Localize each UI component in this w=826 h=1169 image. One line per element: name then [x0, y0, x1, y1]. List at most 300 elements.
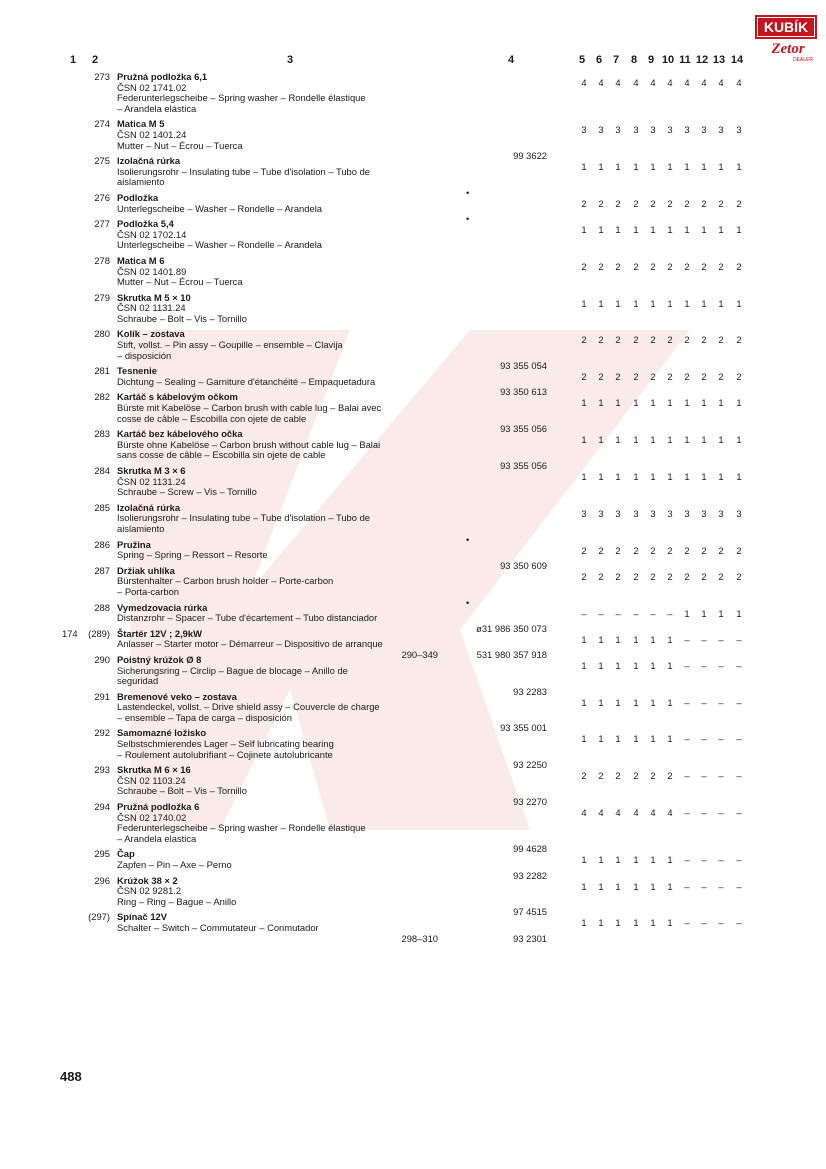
quantity-cell: 1 [736, 471, 742, 482]
quantity-cell: 1 [598, 224, 604, 236]
part-number: 93 355 056 [500, 460, 547, 471]
item-description [117, 156, 447, 188]
quantity-cell: 1 [650, 161, 656, 173]
item-description [117, 72, 447, 114]
item-title: Kartáč s kábelovým očkom [117, 391, 238, 403]
quantity-cell: – [684, 854, 690, 866]
quantity-cell: – [718, 733, 724, 745]
quantity-cell: 1 [633, 161, 639, 173]
item-description [117, 849, 447, 870]
item-description-line: ČSN 02 1741.02 [117, 81, 187, 93]
quantity-cell: 1 [615, 733, 621, 745]
quantity-cell: 1 [667, 397, 673, 409]
quantity-cell: 2 [598, 544, 604, 556]
item-number: (289) [88, 627, 110, 639]
quantity-cell: 2 [684, 260, 690, 272]
quantity-cell: 1 [650, 917, 656, 929]
quantity-cell: – [736, 770, 742, 782]
quantity-cell: 1 [650, 854, 656, 866]
item-description [117, 429, 447, 461]
quantity-cell: 2 [615, 544, 621, 556]
quantity-cell: 2 [633, 260, 639, 272]
quantity-cell: 1 [633, 917, 639, 929]
quantity-cell: 1 [667, 696, 673, 708]
item-description-line: aislamiento [117, 176, 165, 188]
quantity-cell: 4 [650, 807, 656, 819]
quantity-cell: 4 [581, 807, 587, 819]
quantity-cell: – [684, 633, 690, 645]
quantity-cell: 1 [667, 224, 673, 236]
item-description [117, 503, 447, 535]
quantity-cell: 2 [667, 570, 673, 582]
model-header: 11 [679, 54, 691, 66]
quantity-cell: 2 [615, 770, 621, 782]
quantity-cell: 3 [598, 507, 604, 519]
item-description [117, 193, 447, 214]
item-description-line: – ensemble – Tapa de carga – disposición [117, 711, 292, 723]
quantity-cell: 1 [736, 434, 742, 446]
quantity-cell: 2 [736, 334, 742, 346]
quantity-cell: 4 [684, 77, 690, 88]
item-number: 288 [94, 601, 110, 613]
item-description-line: Spring – Spring – Ressort – Resorte [117, 549, 268, 561]
item-description [117, 912, 447, 933]
model-header: 8 [630, 54, 638, 66]
quantity-cell: – [718, 854, 724, 866]
quantity-cell: 4 [736, 77, 742, 88]
item-description-line: Zapfen – Pin – Axe – Perno [117, 859, 232, 870]
item-title: Pružná podložka 6 [117, 801, 200, 813]
quantity-cell: 1 [667, 659, 673, 671]
quantity-cell: 1 [615, 633, 621, 645]
quantity-cell: – [684, 659, 690, 671]
item-title: Bremenové veko – zostava [117, 690, 237, 702]
quantity-cell: 2 [667, 770, 673, 782]
quantity-cell: 1 [581, 297, 587, 309]
quantity-cell: – [701, 733, 707, 745]
quantity-cell: 1 [667, 633, 673, 645]
item-title: Čap [117, 848, 135, 860]
quantity-cell: 2 [736, 197, 742, 209]
quantity-cell: 1 [615, 161, 621, 173]
quantity-cell: 2 [615, 334, 621, 346]
quantity-cell: 4 [615, 77, 621, 88]
quantity-cell: 2 [718, 197, 724, 209]
quantity-cell: 1 [667, 880, 673, 892]
part-number: 97 4515 [513, 906, 547, 918]
quantity-cell: – [701, 854, 707, 866]
item-description-line: Ring – Ring – Bague – Anillo [117, 895, 237, 907]
quantity-cell: 1 [581, 633, 587, 645]
quantity-cell: 1 [667, 733, 673, 745]
model-header: 14 [730, 54, 744, 66]
note-marker: • [466, 533, 470, 545]
item-title: Matica M 6 [117, 254, 165, 266]
quantity-cell: 1 [633, 633, 639, 645]
quantity-cell: – [736, 696, 742, 708]
item-number: 278 [94, 254, 110, 266]
header-col-3: 3 [287, 54, 294, 66]
quantity-cell: 4 [667, 77, 673, 88]
item-description-line: – Arandela elastica [117, 832, 197, 844]
item-description-line: Federunterlegscheibe – Spring washer – Rondelle élastique [117, 92, 366, 104]
quantity-cell: 3 [684, 507, 690, 519]
quantity-cell: 1 [650, 397, 656, 409]
item-number: 277 [94, 218, 110, 230]
model-header: 7 [612, 54, 620, 66]
quantity-cell: 2 [736, 544, 742, 556]
model-header: 9 [647, 54, 655, 66]
quantity-cell: 3 [736, 124, 742, 136]
quantity-cell: 1 [701, 297, 707, 309]
quantity-cell: 1 [615, 224, 621, 236]
item-description [117, 802, 447, 844]
item-title: Spínač 12V [117, 911, 168, 923]
item-number: 279 [94, 291, 110, 303]
item-description [117, 540, 447, 561]
item-description-line: – Roulement autolubrifiant – Cojinete autolubricante [117, 748, 333, 760]
quantity-cell: 4 [667, 807, 673, 819]
quantity-cell: 2 [667, 371, 673, 383]
item-description [117, 392, 447, 424]
svg-text:Zetor: Zetor [771, 41, 805, 57]
quantity-cell: 1 [581, 917, 587, 929]
quantity-cell: 2 [667, 544, 673, 556]
quantity-cell: – [667, 607, 673, 619]
quantity-cell: 1 [718, 224, 724, 236]
part-number: 99 3622 [513, 150, 547, 162]
quantity-cell: 3 [598, 124, 604, 136]
item-description-line: Anlasser – Starter motor – Démarreur – Dispositivo de arranque [117, 638, 383, 650]
quantity-cell: 2 [718, 544, 724, 556]
item-description-line: Mutter – Nut – Écrou – Tuerca [117, 276, 243, 288]
quantity-cell: 2 [718, 334, 724, 346]
quantity-cell: – [701, 770, 707, 782]
quantity-cell: 1 [633, 224, 639, 236]
quantity-cell: 4 [701, 77, 707, 88]
item-description [117, 692, 447, 724]
quantity-cell: 2 [667, 334, 673, 346]
item-description-line: sans cosse de câble – Escobilla sin ojete de cable [117, 449, 326, 461]
serial-range: 298–310 [401, 932, 438, 944]
item-description-line: ČSN 02 9281.2 [117, 885, 182, 897]
item-description-line: Schraube – Bolt – Vis – Tornillo [117, 785, 247, 797]
item-number: 283 [94, 428, 110, 440]
item-title: Poistný krúžok Ø 8 [117, 653, 202, 665]
quantity-cell: – [736, 633, 742, 645]
quantity-cell: 2 [684, 334, 690, 346]
quantity-cell: 2 [701, 197, 707, 209]
quantity-cell: 2 [581, 371, 587, 383]
quantity-cell: 1 [667, 854, 673, 866]
figure-number: 174 [62, 627, 78, 639]
serial-range: 290–349 [401, 648, 438, 660]
kubik-zetor-logo [755, 15, 817, 65]
item-title: Podložka [117, 191, 159, 203]
quantity-cell: 1 [684, 161, 690, 173]
part-number: 93 2301 [513, 932, 547, 944]
quantity-cell: – [615, 607, 621, 619]
item-number: 296 [94, 874, 110, 886]
quantity-cell: – [736, 659, 742, 671]
table-row [0, 466, 826, 503]
item-description-line: Bürstenhalter – Carbon brush holder – Porte-carbon [117, 575, 334, 587]
quantity-cell: – [718, 807, 724, 819]
quantity-cell: 1 [633, 434, 639, 446]
quantity-cell: 1 [615, 854, 621, 866]
quantity-cell: 1 [581, 696, 587, 708]
part-number: 99 4628 [513, 843, 547, 855]
model-header: 12 [695, 54, 709, 66]
quantity-cell: – [736, 807, 742, 819]
quantity-cell: 1 [598, 696, 604, 708]
quantity-cell: 1 [667, 434, 673, 446]
part-number: 93 2283 [513, 685, 547, 697]
item-title: Štartér 12V ; 2,9kW [117, 627, 202, 639]
item-description-line: Mutter – Nut – Écrou – Tuerca [117, 139, 243, 151]
item-number: 285 [94, 501, 110, 513]
quantity-cell: 2 [598, 770, 604, 782]
quantity-cell: 2 [598, 197, 604, 209]
item-description-line: ČSN 02 1401.24 [117, 128, 187, 140]
item-description-line: – disposición [117, 349, 172, 361]
quantity-cell: 1 [718, 297, 724, 309]
quantity-cell: 2 [701, 334, 707, 346]
item-description-line: ČSN 02 1131.24 [117, 475, 186, 487]
quantity-cell: 4 [718, 77, 724, 88]
quantity-cell: 1 [736, 224, 742, 236]
quantity-cell: 3 [736, 507, 742, 519]
quantity-cell: 1 [650, 224, 656, 236]
quantity-cell: 2 [650, 334, 656, 346]
quantity-cell: 1 [701, 607, 707, 619]
item-description-line: Unterlegscheibe – Washer – Rondelle – Arandela [117, 239, 322, 251]
item-title: Krúžok 38 × 2 [117, 874, 178, 886]
item-description-line: ČSN 02 1740.02 [117, 811, 187, 823]
quantity-cell: – [718, 659, 724, 671]
item-description-line: Bürste mit Kabelöse – Carbon brush with cable lug – Balai avec [117, 402, 382, 414]
item-description-line: ČSN 02 1131.24 [117, 302, 186, 314]
quantity-cell: 2 [615, 260, 621, 272]
part-number: 93 355 056 [500, 423, 547, 435]
item-title: Skrutka M 5 × 10 [117, 291, 191, 303]
quantity-cell: 1 [633, 854, 639, 866]
quantity-cell: 2 [581, 570, 587, 582]
quantity-cell: 1 [581, 224, 587, 236]
quantity-cell: 1 [598, 397, 604, 409]
item-number: 281 [94, 365, 110, 377]
quantity-cell: 1 [598, 659, 604, 671]
item-description-line: Bürste ohne Kabelöse – Carbon brush without cable lug – Balai [117, 438, 381, 450]
quantity-cell: 2 [650, 770, 656, 782]
quantity-cell: 1 [684, 607, 690, 619]
item-description-line: Isolierungsrohr – Insulating tube – Tube d'isolation – Tubo de [117, 512, 370, 524]
item-description-line: Selbstschmierendes Lager – Self lubricating bearing [117, 738, 334, 750]
item-description-line: – Porta-carbon [117, 585, 180, 597]
quantity-cell: 1 [581, 471, 587, 482]
quantity-cell: 1 [650, 880, 656, 892]
quantity-cell: 2 [701, 371, 707, 383]
quantity-cell: – [718, 633, 724, 645]
item-description-line: – Arandela elástica [117, 102, 197, 114]
quantity-cell: – [718, 917, 724, 929]
part-number: 93 350 609 [500, 559, 547, 571]
item-description-line: Schraube – Screw – Vis – Tornillo [117, 486, 257, 498]
quantity-cell: 1 [615, 434, 621, 446]
quantity-cell: – [701, 633, 707, 645]
quantity-cell: 2 [650, 197, 656, 209]
item-number: (297) [88, 911, 110, 923]
quantity-cell: 2 [667, 197, 673, 209]
item-description-line: Federunterlegscheibe – Spring washer – Rondelle élastique [117, 822, 366, 834]
item-description [117, 219, 447, 251]
quantity-cell: 2 [684, 371, 690, 383]
quantity-cell: 1 [684, 434, 690, 446]
quantity-cell: 2 [684, 570, 690, 582]
quantity-cell: 3 [684, 124, 690, 136]
quantity-cell: 2 [581, 197, 587, 209]
quantity-cell: 1 [718, 434, 724, 446]
quantity-cell: 2 [633, 371, 639, 383]
quantity-cell: 1 [633, 880, 639, 892]
item-description [117, 293, 447, 325]
part-number: ø31 986 350 073 [476, 622, 547, 634]
item-description-line: Stift, vollst. – Pin assy – Goupille – ensemble – Clavija [117, 339, 343, 351]
item-title: Skrutka M 3 × 6 [117, 465, 186, 476]
item-description-line: seguridad [117, 675, 159, 687]
quantity-cell: 1 [650, 733, 656, 745]
quantity-cell: 3 [615, 124, 621, 136]
part-number: 93 2270 [513, 796, 547, 808]
quantity-cell: 3 [667, 124, 673, 136]
table-row [0, 219, 826, 256]
quantity-cell: 2 [736, 570, 742, 582]
quantity-cell: 3 [701, 507, 707, 519]
quantity-cell: 1 [633, 659, 639, 671]
quantity-cell: 1 [667, 161, 673, 173]
quantity-cell: 1 [633, 696, 639, 708]
item-number: 275 [94, 155, 110, 167]
quantity-cell: – [736, 917, 742, 929]
part-number: 531 980 357 918 [476, 648, 547, 660]
quantity-cell: – [598, 607, 604, 619]
item-number: 295 [94, 848, 110, 860]
item-title: Kolík – zostava [117, 328, 185, 340]
part-number: 93 355 054 [500, 360, 547, 372]
item-description [117, 655, 447, 687]
quantity-cell: 2 [598, 371, 604, 383]
parts-table [0, 71, 826, 944]
item-description-line: Isolierungsrohr – Insulating tube – Tube d'isolation – Tubo de [117, 165, 370, 177]
quantity-cell: 2 [633, 334, 639, 346]
item-description [117, 603, 447, 624]
quantity-cell: 1 [615, 659, 621, 671]
item-title: Pružina [117, 538, 151, 550]
table-row [0, 293, 826, 330]
item-number: 282 [94, 391, 110, 403]
item-description [117, 566, 447, 598]
quantity-cell: 3 [633, 124, 639, 136]
item-number: 287 [94, 564, 110, 576]
item-number: 293 [94, 764, 110, 776]
item-description-line: Dichtung – Sealing – Garniture d'étanchéité – Empaquetadura [117, 375, 376, 387]
note-marker: • [466, 596, 470, 608]
quantity-cell: 1 [581, 161, 587, 173]
table-row [0, 256, 826, 293]
quantity-cell: – [701, 659, 707, 671]
quantity-cell: 1 [667, 297, 673, 309]
item-title: Matica M 5 [117, 118, 165, 130]
quantity-cell: 1 [615, 297, 621, 309]
quantity-cell: 3 [615, 507, 621, 519]
quantity-cell: 2 [701, 570, 707, 582]
quantity-cell: – [701, 696, 707, 708]
quantity-cell: 1 [598, 880, 604, 892]
quantity-cell: 1 [650, 633, 656, 645]
quantity-cell: 1 [650, 659, 656, 671]
quantity-cell: 1 [581, 733, 587, 745]
svg-text:DEALER: DEALER [792, 57, 814, 63]
quantity-cell: 4 [598, 77, 604, 88]
quantity-cell: 4 [650, 77, 656, 88]
item-number: 274 [94, 118, 110, 130]
quantity-cell: 2 [667, 260, 673, 272]
quantity-cell: – [718, 880, 724, 892]
quantity-cell: 1 [684, 297, 690, 309]
item-number: 294 [94, 801, 110, 813]
header-col-4: 4 [508, 54, 515, 66]
item-description-line: Lastendeckel, vollst. – Drive shield assy – Couvercle de charge [117, 701, 380, 713]
item-number: 292 [94, 727, 110, 739]
quantity-cell: 1 [615, 471, 621, 482]
quantity-cell: 1 [701, 434, 707, 446]
quantity-cell: – [684, 807, 690, 819]
quantity-cell: 2 [736, 260, 742, 272]
quantity-cell: 1 [581, 659, 587, 671]
item-description [117, 256, 447, 288]
item-number: 286 [94, 538, 110, 550]
item-number: 284 [94, 465, 110, 476]
quantity-cell: – [718, 770, 724, 782]
model-header: 13 [712, 54, 726, 66]
quantity-cell: 1 [650, 297, 656, 309]
item-description-line: ČSN 02 1401.89 [117, 265, 187, 277]
item-description [117, 728, 447, 760]
quantity-cell: 4 [633, 807, 639, 819]
quantity-cell: 1 [633, 733, 639, 745]
quantity-cell: 1 [598, 471, 604, 482]
quantity-cell: – [684, 917, 690, 929]
quantity-cell: – [736, 733, 742, 745]
quantity-cell: 2 [650, 570, 656, 582]
quantity-cell: 3 [581, 507, 587, 519]
item-description [117, 765, 447, 797]
quantity-cell: – [684, 880, 690, 892]
quantity-cell: 1 [718, 397, 724, 409]
quantity-cell: 2 [615, 570, 621, 582]
quantity-cell: 2 [650, 260, 656, 272]
quantity-cell: 2 [684, 197, 690, 209]
quantity-cell: 1 [633, 471, 639, 482]
part-number: 93 2282 [513, 869, 547, 881]
model-header: 5 [578, 54, 586, 66]
quantity-cell: – [581, 607, 587, 619]
quantity-cell: 2 [701, 260, 707, 272]
quantity-cell: 2 [701, 544, 707, 556]
quantity-cell: 1 [736, 297, 742, 309]
item-title: Držiak uhlíka [117, 564, 175, 576]
item-description-line: Distanzrohr – Spacer – Tube d'écartement – Tubo distanciador [117, 612, 378, 624]
